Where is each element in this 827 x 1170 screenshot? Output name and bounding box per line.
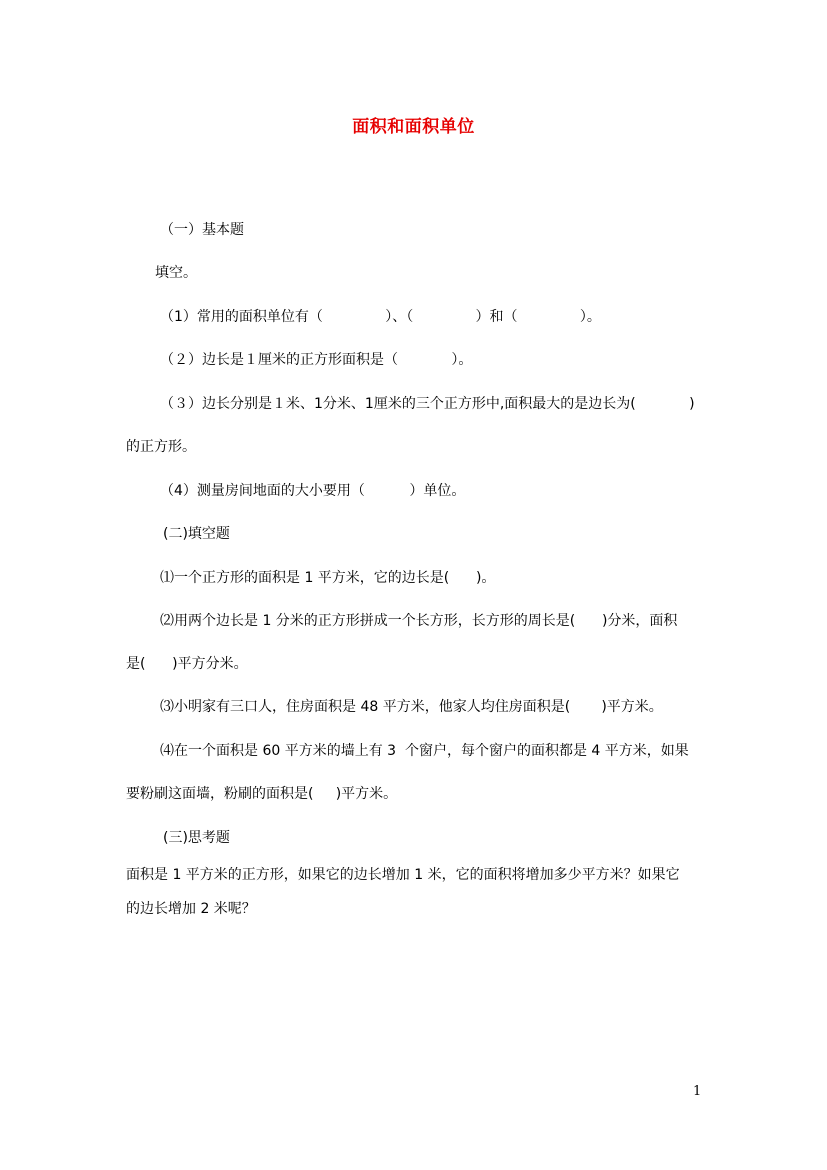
question-3-line-2: 的正方形。 [126,439,196,455]
thinking-question-line-1: 面积是 1 平方米的正方形，如果它的边长增加 1 米，它的面积将增加多少平方米？如果它 [126,867,680,883]
fill-question-4-line-1: ⑷在一个面积是 60 平方米的墙上有 3 个窗户，每个窗户的面积都是 4 平方米，如果 [160,743,689,759]
fill-question-4-line-2: 要粉刷这面墙，粉刷的面积是( )平方米。 [126,786,398,802]
question-3-line-1: （３）边长分别是１米、1分米、1厘米的三个正方形中,面积最大的是边长为( ) [160,396,695,412]
fill-question-2-line-1: ⑵用两个边长是 1 分米的正方形拼成一个长方形，长方形的周长是( )分米，面积 [160,613,678,629]
fill-in-heading: 填空。 [155,265,197,281]
fill-question-2-line-2: 是( )平方分米。 [126,656,248,672]
question-1: （1）常用的面积单位有（ ）、（ ）和（ ）。 [160,309,601,325]
page-number: 1 [693,1084,702,1099]
section-heading-thinking: (三)思考题 [163,830,230,846]
question-2: （２）边长是１厘米的正方形面积是（ ）。 [160,352,473,368]
thinking-question-line-2: 的边长增加 2 米呢？ [126,901,256,917]
fill-question-3: ⑶小明家有三口人，住房面积是 48 平方米，他家人均住房面积是( )平方米。 [160,699,663,715]
section-heading-basic: （一）基本题 [160,222,244,238]
question-4: （4）测量房间地面的大小要用（ ）单位。 [160,483,466,499]
section-heading-fill: (二)填空题 [163,526,230,542]
page-title: 面积和面积单位 [352,117,475,137]
fill-question-1: ⑴一个正方形的面积是 1 平方米，它的边长是( )。 [160,570,496,586]
